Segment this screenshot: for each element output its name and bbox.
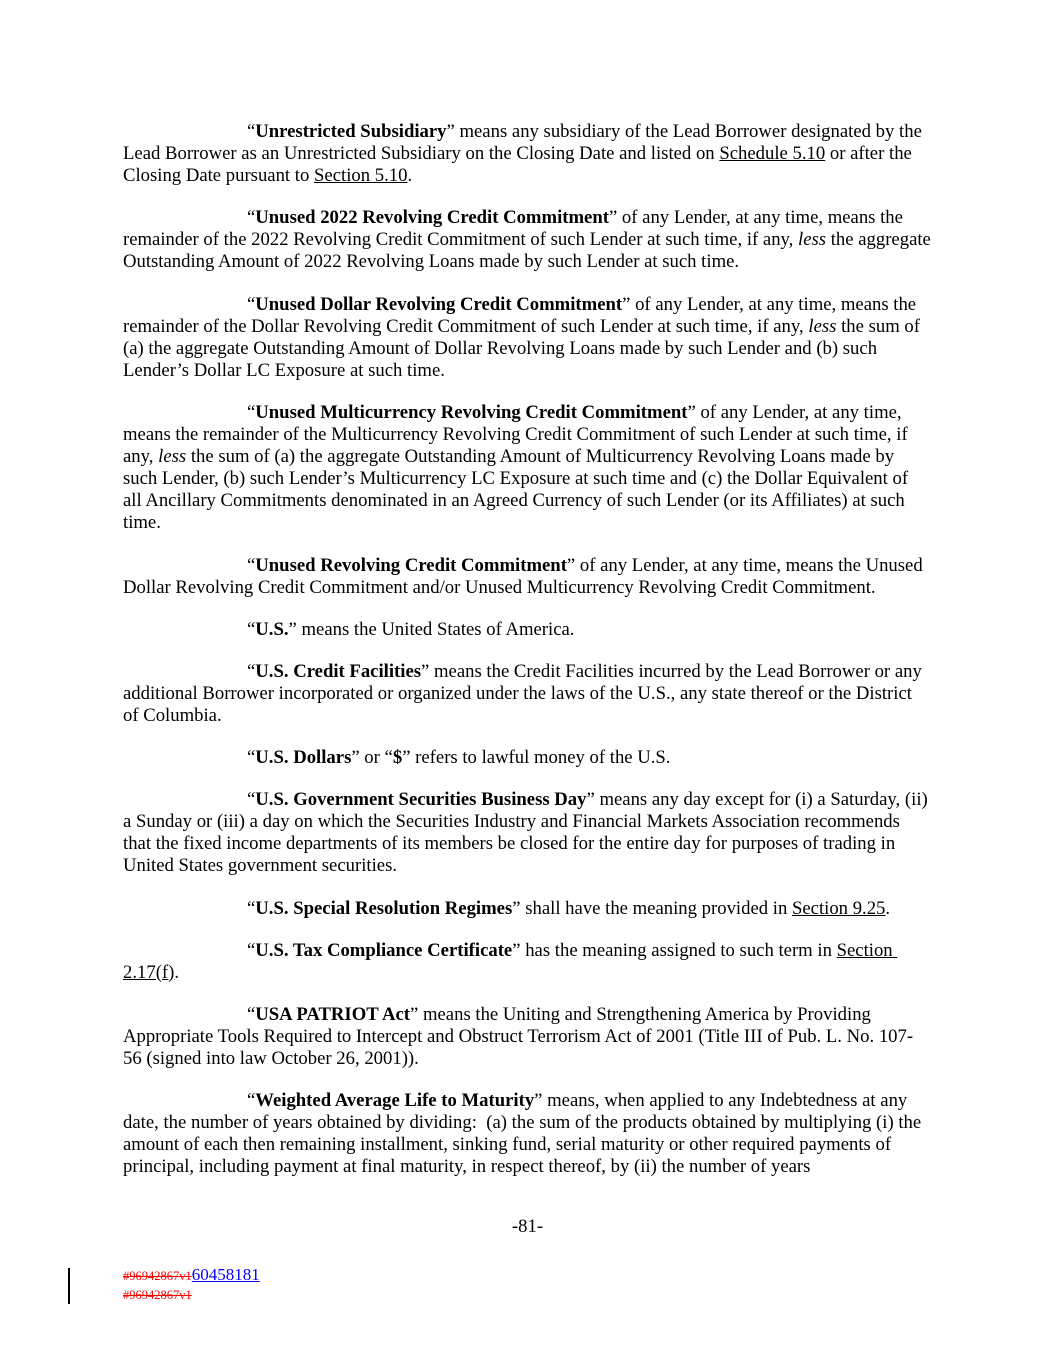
definition-paragraph — [123, 940, 931, 984]
document-footer — [123, 1266, 260, 1304]
section-reference: Section 2.17(f) — [123, 939, 898, 983]
emphasis-term: less — [798, 229, 827, 251]
text-run: ” means, when applied to any Indebtedness at any date, the number of years obtained by dividing: (a) the sum of the products obtained by multiplying (i) the amount of each then remaining installment, sinking fund, serial maturity or other required payments of principal, including payment at final maturity, in respect thereof, by (ii) the number of years — [123, 1090, 926, 1178]
text-run: ” means any subsidiary of the Lead Borrower designated by the Lead Borrower as an Unrestricted Subsidiary on the Closing Date and listed on — [123, 121, 927, 165]
footer-line-2 — [123, 1285, 260, 1304]
text-run: ” of any Lender, at any time, means the remainder of the Multicurrency Revolving Credit Commitment of such Lender at such time, if any, — [123, 401, 913, 468]
defined-term: USA PATRIOT Act — [255, 1003, 411, 1025]
section-reference: Section 9.25 — [791, 897, 886, 919]
text-run: the sum of (a) the aggregate Outstanding Amount of Dollar Revolving Loans made by such Lender and (b) such Lender’s Dollar LC Exposure at such time. — [123, 315, 925, 381]
text-run: “ — [247, 554, 256, 576]
definition-paragraph — [123, 1004, 931, 1070]
defined-term: Unused Multicurrency Revolving Credit Commitment — [255, 401, 688, 423]
emphasis-term: less — [158, 446, 187, 468]
text-run: . — [174, 961, 180, 983]
text-run: “ — [247, 401, 256, 423]
text-run: “ — [247, 207, 256, 229]
text-run: ” of any Lender, at any time, means the remainder of the Dollar Revolving Credit Commitment of such Lender at such time, if any, — [123, 293, 921, 337]
text-run: . — [407, 165, 413, 187]
text-run: ” of any Lender, at any time, means the remainder of the 2022 Revolving Credit Commitment of such Lender at such time, if any, — [123, 207, 908, 251]
defined-term: U.S. Special Resolution Regimes — [255, 897, 513, 919]
definition-paragraph — [123, 898, 931, 920]
definition-paragraph — [123, 402, 931, 535]
revision-change-bar — [68, 1268, 70, 1304]
text-run: ” shall have the meaning provided in — [512, 897, 792, 919]
definition-paragraph — [123, 555, 931, 599]
defined-term: Unused Revolving Credit Commitment — [255, 554, 567, 576]
text-run: “ — [247, 747, 256, 769]
defined-term: U.S. Dollars — [255, 747, 352, 769]
text-run: the sum of (a) the aggregate Outstanding Amount of Multicurrency Revolving Loans made by such Lender, (b) such Lender’s Multicurrency LC Exposure at such time and (c) the Dollar Equivalent of all Ancillary Commitments denominated in an Agreed Currency of such Lender (or its Affiliates) at such time. — [123, 446, 913, 534]
definition-paragraph — [123, 619, 931, 641]
text-run: ” of any Lender, at any time, means the Unused Dollar Revolving Credit Commitment and/or Unused Multicurrency Revolving Credit Commitment. — [123, 554, 928, 598]
section-reference: Schedule 5.10 — [719, 143, 826, 165]
text-run: ” means the United States of America. — [288, 618, 575, 640]
section-reference: Section 5.10 — [314, 165, 408, 187]
definition-paragraph — [123, 294, 931, 382]
definition-paragraph — [123, 747, 931, 769]
text-run: ” means any day except for (i) a Saturday, (ii) a Sunday or (iii) a day on which the Securities Industry and Financial Markets Association recommends that the fixed income departments of its members be closed for the entire day for purposes of trading in United States government securities. — [123, 789, 933, 877]
text-run: the aggregate Outstanding Amount of 2022 Revolving Loans made by such Lender at such time. — [123, 229, 936, 273]
page-number: -81- — [511, 1216, 544, 1237]
defined-term: Weighted Average Life to Maturity — [255, 1090, 535, 1112]
defined-term: U.S. Government Securities Business Day — [255, 789, 587, 811]
text-run: “ — [247, 618, 256, 640]
emphasis-term: less — [808, 315, 837, 337]
defined-term: U.S. Credit Facilities — [255, 660, 422, 682]
text-run: or after the Closing Date pursuant to — [123, 143, 917, 187]
defined-term: U.S. Tax Compliance Certificate — [255, 939, 513, 961]
definition-paragraph — [123, 661, 931, 727]
footer-line-1 — [123, 1266, 260, 1285]
text-run: “ — [247, 121, 256, 142]
text-run: ” or “ — [351, 747, 393, 769]
text-run: “ — [247, 1090, 256, 1112]
text-run: “ — [247, 1003, 256, 1025]
definition-paragraph — [123, 789, 931, 877]
text-run: ” means the Credit Facilities incurred by the Lead Borrower or any additional Borrower incorporated or organized under the laws of the U.S., any state thereof or the District of Columbia. — [123, 660, 927, 726]
text-run: “ — [247, 897, 256, 919]
text-run: . — [885, 897, 891, 919]
text-run: ” refers to lawful money of the U.S. — [402, 747, 671, 769]
text-run: ” has the meaning assigned to such term in — [512, 939, 837, 961]
defined-term: $ — [392, 747, 403, 769]
text-run: “ — [247, 293, 256, 315]
text-run: “ — [247, 660, 256, 682]
text-run: “ — [247, 789, 256, 811]
deleted-doc-id-line2: #96942867v1 — [123, 1288, 192, 1302]
defined-term: U.S. — [255, 618, 289, 640]
text-run: “ — [247, 939, 256, 961]
definition-paragraph — [123, 207, 936, 273]
definitions-section — [123, 121, 936, 1198]
definition-paragraph — [123, 121, 931, 187]
definition-paragraph — [123, 1090, 931, 1178]
text-run: ” means the Uniting and Strengthening America by Providing Appropriate Tools Required to Intercept and Obstruct Terrorism Act of 2001 (Title III of Pub. L. No. 107-56 (signed into law October 26, 2001)). — [123, 1003, 914, 1069]
defined-term: Unused 2022 Revolving Credit Commitment — [255, 207, 609, 229]
deleted-doc-id: #96942867v1 — [123, 1269, 192, 1283]
defined-term: Unrestricted Subsidiary — [255, 121, 447, 142]
defined-term: Unused Dollar Revolving Credit Commitment — [255, 293, 623, 315]
inserted-doc-id: 60458181 — [191, 1265, 260, 1284]
